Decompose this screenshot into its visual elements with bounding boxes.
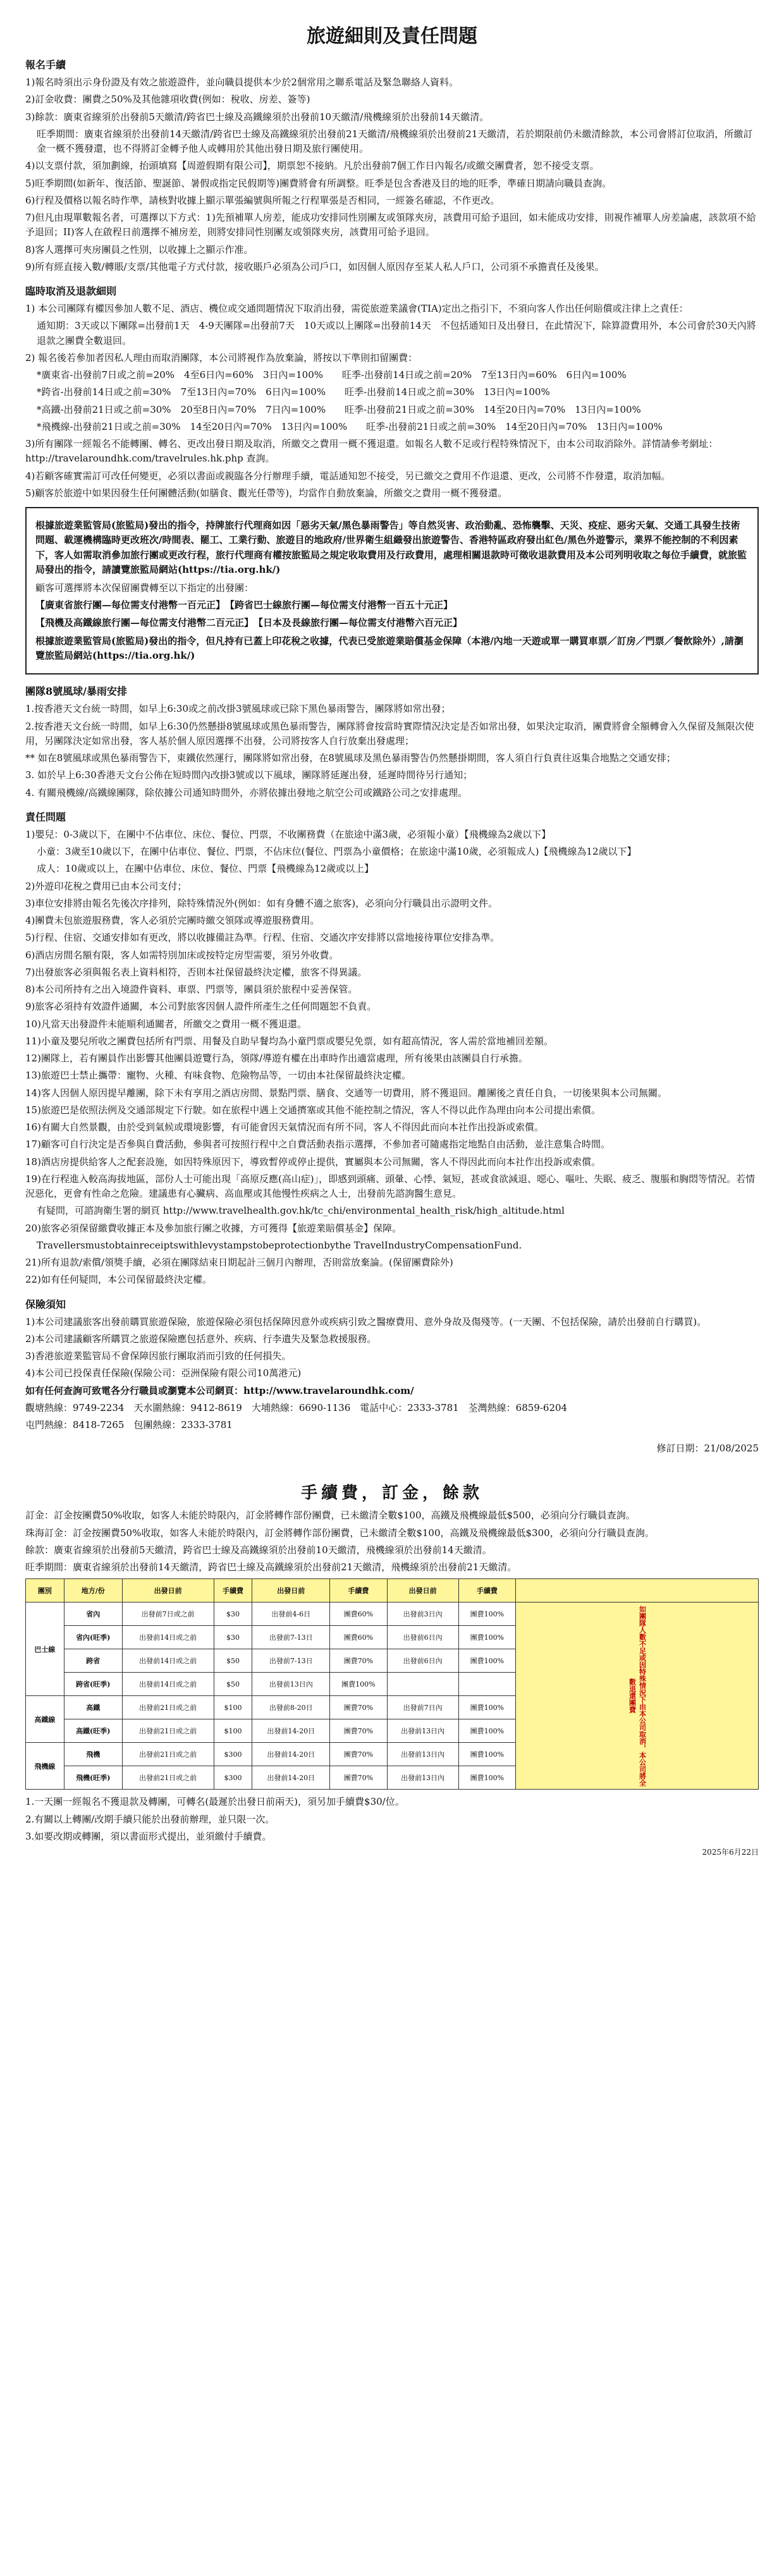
fee-table-cell: 團費100% [458,1626,515,1649]
responsibility-item: 7)出發旅客必須與報名表上資料相符，否則本社保留最終決定權，旅客不得異議。 [25,966,367,978]
fee-table-cell: $30 [214,1626,252,1649]
weather-item: ** 如在8號風球或黑色暴雨警告下，東鐵依然運行，團隊將如常出發，在8號風球及黑色暴雨警告仍然懸掛期間，客人須自行負責往返集合地點之交通安排； [25,752,676,764]
responsibility-item: 6)酒店房間名額有限，客人如需特別加床或按特定房型需要，須另外收費。 [25,949,339,961]
responsibility-item: 12)團隊上，若有團員作出影響其他團員遊覽行為，領隊/導遊有權在出車時作出適當處理，所有後果由該團員自行承擔。 [25,1053,528,1064]
fee-line-2: 【飛機及高鐵線旅行團—每位需支付港幣二百元正】 【日本及長線旅行團—每位需支付港幣六百元正】 [35,616,463,628]
fee-table-header-cell: 出發日前 [387,1579,458,1602]
fee-table-cell: $300 [214,1743,252,1766]
responsibility-item: 20)旅客必須保留繳費收據正本及參加旅行團之收據，方可獲得【旅遊業賠償基金】保障。 [25,1222,401,1234]
fee-table-cell: 團費100% [458,1743,515,1766]
registration-item: 2)訂金收費：團費之50%及其他雜項收費(例如：稅收、房差、簽等) [25,94,310,106]
fee-table-cell: 團費100% [458,1602,515,1626]
fee-table-cell: 跨省(旺季) [64,1673,122,1696]
fee-table-side-header [516,1579,759,1602]
fee-footnote: 1.一天團一經報名不獲退款及轉團，可轉名(最遲於出發日前兩天)，須另加手續費$30/位。 [25,1796,405,1808]
fee-table-cell: 出發前21日或之前 [122,1766,214,1790]
fee-table-header-cell: 出發日前 [122,1579,214,1602]
document-page [25,6,759,1857]
fee-footnote: 2.有關以上轉團/改期手續只能於出發前辦理，並只限一次。 [25,1813,275,1825]
fee-table-cell: 團費60% [330,1602,387,1626]
fee-table-cell: 省內(旺季) [64,1626,122,1649]
responsibility-item: Travellersmustobtainreceiptswithlevystampstobeprotectionbythe TravelIndustryCompensationFund. [37,1239,522,1251]
responsibility-item: 9)旅客必須持有效證件通關，本公司對旅客因個人證件所產生之任何問題恕不負責。 [25,1001,377,1013]
fee-group-name: 高鐵線 [26,1696,64,1743]
notice-text-2: 根據旅遊業監管局(旅監局)發出的指令，但凡持有已蓋上印花稅之收據，代表已受旅遊業賠償基金保障（本港/內地一天遊或單一購買車票／訂房／門票／餐飲除外）,請瀏覽旅監局網站(https://tia.org.hk/) [35,635,744,661]
fee-table-cell: 省內 [64,1602,122,1626]
insurance-list [25,1315,759,1381]
fee-table-cell [387,1673,458,1696]
registration-item: 3)餘款：廣東省線須於出發前5天繳清/跨省巴士線及高鐵線須於出發前10天繳清/飛機線須於出發前14天繳清。 [25,111,489,123]
fee-group-name: 飛機線 [26,1743,64,1790]
responsibility-list [25,827,759,1288]
responsibility-item: 11)小童及嬰兒所收之團費包括所有門票、用餐及自助早餐均為小童門票或嬰兒免票，如有超高情況，客人需於當地補回差額。 [25,1035,553,1047]
weather-heading: 團隊8號風球/暴雨安排 [25,685,127,698]
responsibility-item: 成人：10歲或以上，在團中佔車位、床位、餐位、門票【飛機線為12歲或以上】 [37,863,374,875]
cancellation-item: *高鐵-出發前21日或之前=30% 20至8日內=70% 7日內=100% 旺季-出發前21日或之前=30% 14至20日內=70% 13日內=100% [37,403,641,415]
fee-table-cell: 跨省 [64,1649,122,1673]
fee-footnote: 3.如要改期或轉團，須以書面形式提出，並須繳付手續費。 [25,1830,272,1842]
cancellation-list [25,302,759,501]
fee-line-1: 【廣東省旅行團—每位需支付港幣一百元正】 【跨省巴士線旅行團—每位需支付港幣一百五十元正】 [35,599,453,611]
fee-table-cell: 出發前21日或之前 [122,1719,214,1743]
fee-note: 旺季期間：廣東省線須於出發前14天繳清，跨省巴士線及高鐵線須於出發前21天繳清，飛機線須於出發前21天繳清。 [25,1561,517,1573]
fee-table-cell: $50 [214,1649,252,1673]
fee-table-cell: 高鐵(旺季) [64,1719,122,1743]
fee-note: 餘款：廣東省線須於出發前5天繳清，跨省巴士線及高鐵線須於出發前10天繳清，飛機線須於出發前14天繳清。 [25,1544,492,1556]
cancellation-item: *廣東省-出發前7日或之前=20% 4至6日內=60% 3日內=100% 旺季-出發前14日或之前=20% 7至13日內=60% 6日內=100% [37,369,627,381]
fee-footnotes [25,1795,759,1844]
responsibility-item: 13)旅遊巴士禁止攜帶：寵物、火種、有味食物、危險物品等，一切由本社保留最終決定權。 [25,1070,411,1082]
fee-table-cell: 出發前21日或之前 [122,1743,214,1766]
responsibility-item: 3)車位安排將由報名先後次序排列，除特殊情況外(例如：如有身體不適之旅客)，必須向分行職員出示證明文件。 [25,897,498,909]
weather-item: 4. 有關飛機線/高鐵線團隊，除依據公司通知時間外，亦將依據出發地之航空公司或鐵路公司之安排處理。 [25,786,468,798]
revision-date: 修訂日期：21/08/2025 [656,1443,759,1455]
fee-table-cell: 出發前13日內 [387,1743,458,1766]
registration-item: 4)以支票付款，須加劃線，抬頭填寫【周遊假期有限公司】，期票恕不接納。凡於出發前7個工作日內報名/或繳交團費者，恕不接受支票。 [25,160,599,172]
fee-table-cell: $300 [214,1766,252,1790]
fee-table-cell: 高鐵 [64,1696,122,1719]
fee-table-cell: $30 [214,1602,252,1626]
fee-table-row [26,1602,759,1626]
responsibility-item: 14)客人因個人原因提早離團，除下未有享用之酒店房間、景點門票、膳食、交通等一切費用，將不獲退回。離團後之責任自負，一切後果與本公司無關。 [25,1087,667,1099]
cancellation-heading: 臨時取消及退款細則 [25,285,117,297]
fee-table-cell: 團費70% [330,1766,387,1790]
fee-note: 訂金：訂金按團費50%收取，如客人未能於時限內，訂金將轉作部份團費，已未繳清全數$100，高鐵及飛機線最低$500，必須向分行職員查詢。 [25,1510,635,1522]
fee-table-cell: 出發前14日或之前 [122,1673,214,1696]
fee-note: 珠海訂金：訂金按團費50%收取，如客人未能於時限內，訂金將轉作部份團費，已未繳清全數$100，高鐵及飛機線最低$300，必須向分行職員查詢。 [25,1527,654,1539]
fee-table-cell: 出發前14-20日 [252,1766,330,1790]
page-title: 旅遊細則及責任問題 [307,25,477,47]
fee-table-header-cell: 手續費 [330,1579,387,1602]
fee-table-cell: 出發前7-13日 [252,1626,330,1649]
weather-item: 1.按香港天文台統一時間，如早上6:30或之前改掛3號風球或已除下黑色暴雨警告，團隊將如常出發； [25,703,451,715]
fee-table-header-cell: 出發日前 [252,1579,330,1602]
registration-list [25,75,759,274]
contact-line-1: 觀塘熱線：9749-2234 天水圍熱線：9412-8619 大埔熱線：6690-1136 電話中心：2333-3781 荃灣熱線：6859-6204 [25,1401,568,1413]
fee-table-cell: 出發前14日或之前 [122,1649,214,1673]
fee-table-cell: 團費100% [458,1696,515,1719]
fee-table-cell: 出發前8-20日 [252,1696,330,1719]
fee-table-cell: 團費70% [330,1719,387,1743]
responsibility-item: 10)凡當天出發證件未能順利通關者，所繳交之費用一概不獲退還。 [25,1018,307,1030]
fee-table-cell: 出發前7日內 [387,1696,458,1719]
fee-table-cell: 飛機 [64,1743,122,1766]
fee-table [25,1578,759,1790]
cancellation-item: 2) 報名後若參加者因私人理由而取消團隊，本公司將視作為放棄論，將按以下準則扣留團費： [25,351,418,363]
contact-heading: 如有任何查詢可致電各分行職員或瀏覽本公司網頁：http://www.travelaroundhk.com/ [25,1384,414,1396]
fee-foot-date: 2025年6月22日 [702,1848,759,1857]
cancellation-item: *跨省-出發前14日或之前=30% 7至13日內=70% 6日內=100% 旺季-出發前14日或之前=30% 13日內=100% [37,386,550,398]
responsibility-item: 2)外遊印花稅之費用已由本公司支付； [25,880,187,892]
fee-table-header-cell: 手續費 [214,1579,252,1602]
fee-table-cell: 出發前14-20日 [252,1719,330,1743]
fee-table-cell: 出發前7日或之前 [122,1602,214,1626]
fee-table-cell: 團費100% [458,1649,515,1673]
notice-box [25,507,759,675]
fee-table-cell: 出發前21日或之前 [122,1696,214,1719]
fee-side-note: 如團隊人數不足或因特殊情況下由本公司取消，本公司將全數退還團費 [516,1602,759,1790]
fee-notes [25,1508,759,1575]
fee-table-cell: 出發前13日內 [252,1673,330,1696]
contact-line-2: 屯門熱線：8418-7265 包團熱線：2333-3781 [25,1419,233,1431]
responsibility-item: 17)顧客可自行決定是否參與自費活動，參與者可按照行程中之自費活動表指示選擇，不參加者可隨處指定地點自由活動，並注意集合時間。 [25,1138,610,1151]
responsibility-item: 4)團費未包旅遊服務費，客人必須於完團時繳交領隊或導遊服務費用。 [25,915,320,926]
responsibility-item: 15)旅遊巴是依照法例及交通部規定下行駛。如在旅程中遇上交通擠塞或其他不能控制之情況，客人不得以此作為理由向本公司提出索償。 [25,1104,601,1116]
fee-table-cell: 團費60% [330,1626,387,1649]
fee-table-cell: 團費70% [330,1649,387,1673]
fee-table-cell: $100 [214,1696,252,1719]
cancellation-item: 3)所有團隊一經報名不能轉團、轉名、更改出發日期及取消，所繳交之費用一概不獲退還。如報名人數不足或行程特殊情況下，由本公司取消除外。詳情請參考網址：http://travelaroundhk.com/travelrules.hk.php 查詢。 [25,438,718,465]
responsibility-item: 22)如有任何疑問，本公司保留最終決定權。 [25,1274,212,1286]
insurance-item: 2)本公司建議顧客所購買之旅遊保險應包括意外、疾病、行李遺失及緊急救援服務。 [25,1333,377,1345]
fee-table-cell [458,1673,515,1696]
registration-item: 5)旺季期間(如新年、復活節、聖誕節、暑假或指定民假期等)團費將會有所調整。旺季是包含香港及目的地的旺季，準確日期請向職員查詢。 [25,177,612,189]
registration-item: 旺季期間：廣東省線須於出發前14天繳清/跨省巴士線及高鐵線須於出發前21天繳清/飛機線須於出發前21天繳清，若於期限前仍未繳清餘款，本公司會將訂位取消，所繳訂金一概不獲發還，也不得將訂金轉予他人或轉用於其他出發日期及旅行團使用。 [37,128,753,154]
fees-intro: 顧客可選擇將本次保留團費轉至以下指定的出發團： [35,582,254,594]
fee-section-title: 手續費，訂金，餘款 [300,1484,483,1503]
fee-table-cell: 團費100% [458,1719,515,1743]
responsibility-item: 有疑問，可諮詢衛生署的網頁 http://www.travelhealth.gov.hk/tc_chi/environmental_health_risk/high_altitude.html [37,1205,565,1217]
fee-table-cell: 團費70% [330,1743,387,1766]
insurance-item: 4)本公司已投保責任保險(保險公司：亞洲保險有限公司10萬港元) [25,1367,302,1379]
responsibility-item: 18)酒店房提供給客人之配套設施，如因特殊原因下，導致暫停或停止提供，實屬與本公司無關，客人不得因此而向本社作出投訴或索償。 [25,1156,601,1168]
fee-table-cell: 出發前6日內 [387,1649,458,1673]
responsibility-item: 小童：3歲至10歲以下，在團中佔車位、餐位、門票，不佔床位(餐位、門票為小童價格；在旅途中滿10歲，必須報成人)【飛機線為12歲以下】 [37,846,637,857]
weather-item: 2.按香港天文台統一時間，如早上6:30仍然懸掛8號風球或黑色暴雨警告，團隊將會按當時實際情況決定是否如常出發，如果決定取消，團費將會全額轉會入久保留及無限次使用，另團隊決定如常出發，客人基於個人原因選擇不出發，公司將按客人自行放棄出發處理； [25,720,754,747]
weather-list [25,702,759,800]
registration-item: 1)報名時須出示身份證及有效之旅遊證件，並向職員提供本少於2個常用之聯系電話及緊急聯絡人資料。 [25,76,458,88]
fee-table-cell: 飛機(旺季) [64,1766,122,1790]
registration-heading: 報名手續 [25,59,66,71]
notice-text: 根據旅遊業監管局(旅監局)發出的指令，持牌旅行代理商如因「惡劣天氣/黑色暴雨警告」等自然災害、政治動亂、恐怖襲擊、天災、疫症、惡劣天氣、交通工具發生技術問題、載運機構臨時更改班次/時間表、罷工、工業行動、旅遊目的地政府/世界衛生組織發出旅遊警告、香港特區政府發出紅色/黑色外遊警示，業界不能控制的不利因素下，客人如需取消參加旅行團或更改行程，旅行代理商有權按旅監局之規定收取費用及行政費用，處理相關退款時可徵收退款費用及本公司列明收取之每位手續費，就旅監局發出的指令，請讀覽旅監局網站(https://tia.org.hk/) [35,520,747,575]
weather-item: 3. 如於早上6:30香港天文台公佈在短時間內改掛3號或以下風球，團隊將延遲出發，延遲時間待另行通知； [25,769,473,781]
fee-table-cell: 出發前13日內 [387,1719,458,1743]
registration-item: 7)但凡由現單數報名者，可選擇以下方式：1)先預補單人房差，能成功安排同性別團友或領隊夾房，該費用可給予退回，如未能成功安排，則視作補單人房差論處，該款項不給予退回；II)客人在啟程日前選擇不補房差，則將安排同性別團友或領隊夾房，該費用可給予退回。 [25,212,756,238]
responsibility-heading: 責任問題 [25,810,66,823]
cancellation-item: 4)若顧客確實需訂可改任何變更，必須以書面或親臨各分行辦理手續，電話通知恕不接受，另已繳交之費用不作退還、更改，公司將不作發還，取消加幅。 [25,470,671,482]
responsibility-item: 16)有關大自然景觀，由於受到氣候或環境影響，有可能會因天氣情況而有所不同，客人不得因此而向本社作出投訴或索償。 [25,1121,544,1133]
fee-table-cell: 出發前6日內 [387,1626,458,1649]
responsibility-item: 21)所有退款/索償/領獎手續，必須在團隊結束日期起計三個月內辦理，否則當放棄論。(保留團費除外) [25,1257,453,1268]
fee-table-header-cell: 團別 [26,1579,64,1602]
fee-table-cell: 出發前14日或之前 [122,1626,214,1649]
insurance-heading: 保險須知 [25,1298,66,1310]
fee-table-cell: 出發前3日內 [387,1602,458,1626]
fee-table-cell: 團費100% [330,1673,387,1696]
fee-table-cell: 出發前14-20日 [252,1743,330,1766]
fee-table-cell: 出發前7-13日 [252,1649,330,1673]
cancellation-item: 通知期：3天或以下團隊=出發前1天 4-9天團隊=出發前7天 10天或以上團隊=出發前14天 不包括通知日及出發日，在此情況下，除算證費用外，本公司會於30天內將退款之團費全數退回。 [37,320,756,346]
fee-table-cell: 團費100% [458,1766,515,1790]
insurance-item: 1)本公司建議旅客出發前購買旅遊保險，旅遊保險必須包括保障因意外或疾病引致之醫療費用、意外身故及傷殘等。(一天團、不包括保險，請於出發前自行購買)。 [25,1315,707,1328]
fee-table-header-cell: 手續費 [458,1579,515,1602]
fee-table-header [26,1579,759,1602]
registration-item: 8)客人選擇可夾房團員之性別，以收據上之顯示作准。 [25,243,254,255]
registration-item: 6)行程及價格以報名時作準，請核對收據上顯示單張編號與所報之行程單張是否相同，一經簽名確認，不作更改。 [25,194,500,206]
responsibility-item: 8)本公司所持有之出入境證件資料、車票、門票等，團員須於旅程中妥善保管。 [25,984,358,995]
responsibility-item: 1)嬰兒：0-3歲以下，在團中不佔車位、床位、餐位、門票，不收團務費（在旅途中滿3歲，必須報小童）【飛機線為2歲以下】 [25,828,551,840]
cancellation-item: 5)顧客於旅遊中如果因發生任何團體活動(如膳食、觀光任帶等)，均當作自動放棄論，所繳交之費用一概不獲發還。 [25,487,508,499]
fee-group-name: 巴士線 [26,1602,64,1696]
fee-table-cell: $50 [214,1673,252,1696]
fee-table-cell: $100 [214,1719,252,1743]
fee-table-cell: 出發前4-6日 [252,1602,330,1626]
responsibility-item: 5)行程、住宿、交通安排如有更改，將以收據備註為準。行程、住宿、交通次序安排將以當地接待單位安排為準。 [25,932,500,944]
fee-table-cell: 出發前13日內 [387,1766,458,1790]
fee-table-header-cell: 地方/份 [64,1579,122,1602]
responsibility-item: 19)在行程進入較高海拔地區，部份人士可能出現「高原反應(高山症)」，即感到頭痛、頭暈、心悸、氣短，甚或食欲減退、噁心、嘔吐、失眠、疲乏、腹脹和胸悶等情況。若情況惡化，更會有性命之危險。建議患有心臟病、高血壓或其他慢性疾病之人士，出發前先諮詢醫生意見。 [25,1173,756,1199]
registration-item: 9)所有經直接入數/轉賬/支票/其他電子方式付款，接收賬戶必須為公司戶口，如因個人原因存至某人私人戶口，公司須不承擔責任及後果。 [25,260,604,272]
insurance-item: 3)香港旅遊業監管局不會保障因旅行團取消而引致的任何損失。 [25,1350,291,1362]
cancellation-item: *飛機線-出發前21日或之前=30% 14至20日內=70% 13日內=100% 旺季-出發前21日或之前=30% 14至20日內=70% 13日內=100% [37,420,663,432]
fee-table-cell: 團費70% [330,1696,387,1719]
cancellation-item: 1) 本公司團隊有權因參加人數不足、酒店、機位或交通問題情況下取消出發，需從旅遊業議會(TIA)定出之指引下，不須向客人作出任何賠償或注律上之責任： [25,303,689,314]
